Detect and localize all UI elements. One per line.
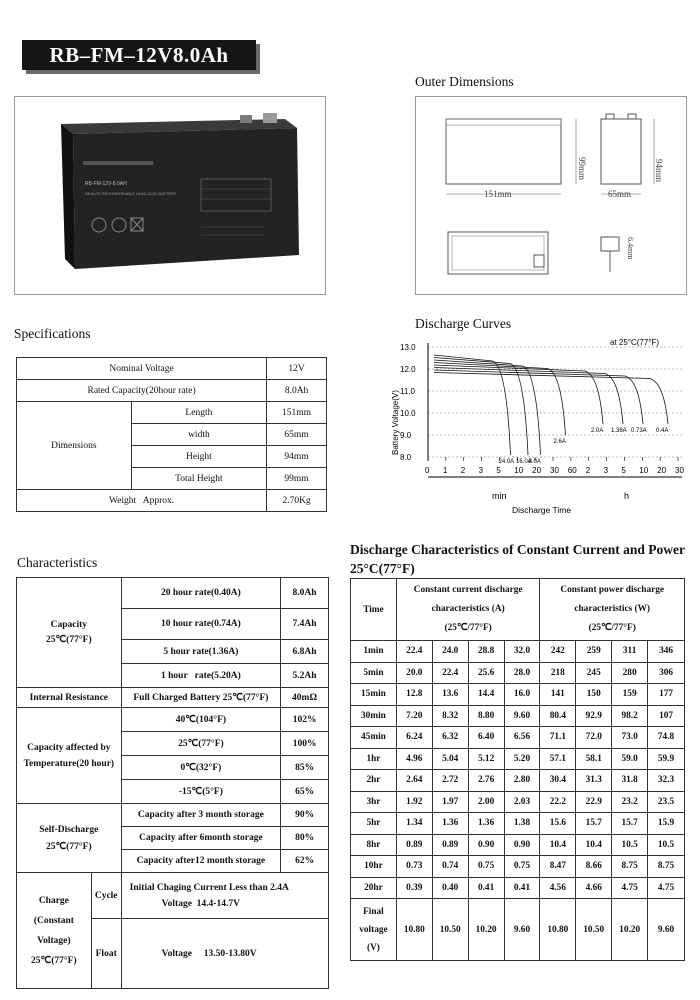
dc-table-row bbox=[351, 856, 685, 878]
dc-value-cell: 71.1 bbox=[540, 727, 576, 749]
dc-value-cell: 8.75 bbox=[648, 856, 685, 878]
capacity-value: 7.4Ah bbox=[281, 609, 329, 640]
spec-value: 12V bbox=[267, 358, 327, 380]
temperature-cond: 40℃(104°F) bbox=[121, 708, 280, 732]
dc-table-row bbox=[351, 705, 685, 727]
dim-height-label: 99mm bbox=[577, 157, 587, 181]
dc-cp-header-3: (25℃/77°F) bbox=[588, 623, 636, 633]
curve-label: 8.0A bbox=[528, 459, 541, 465]
curves-y-tick: 11.0 bbox=[400, 387, 415, 396]
dc-heading-line2: 25°C(77°F) bbox=[350, 561, 415, 576]
curves-x-tick: 20 bbox=[532, 466, 542, 475]
cycle-current: Initial Chaging Current Less than 2.4A bbox=[129, 882, 289, 893]
spec-value: 2.70Kg bbox=[267, 490, 327, 512]
dc-table-row bbox=[351, 791, 685, 813]
dc-value-cell: 6.32 bbox=[432, 727, 468, 749]
spec-label: Total Height bbox=[131, 468, 266, 490]
dc-value-cell: 10.5 bbox=[612, 834, 648, 856]
internal-resistance-condition: Full Charged Battery 25℃(77°F) bbox=[121, 688, 280, 708]
dc-value-cell: 311 bbox=[612, 641, 648, 663]
dc-time-cell: 1min bbox=[351, 641, 397, 663]
dc-value-cell: 4.96 bbox=[396, 748, 432, 770]
curves-y-tick: 8.0 bbox=[400, 453, 412, 462]
dc-value-cell: 8.75 bbox=[612, 856, 648, 878]
curves-x-tick: 3 bbox=[603, 466, 609, 475]
dc-value-cell: 31.3 bbox=[576, 770, 612, 792]
spec-value: 99mm bbox=[267, 468, 327, 490]
charge-label-4: 25℃(77°F) bbox=[31, 955, 77, 966]
dc-cc-header-1: Constant current discharge bbox=[413, 585, 523, 595]
dc-value-cell: 0.39 bbox=[396, 877, 432, 899]
spec-row bbox=[17, 402, 327, 424]
curves-y-tick: 9.0 bbox=[400, 431, 412, 440]
dc-value-cell: 2.03 bbox=[504, 791, 540, 813]
capacity-label: Capacity bbox=[50, 620, 88, 630]
curves-ylabel: Battery Voltage(V) bbox=[391, 390, 400, 455]
dc-final-label-2: voltage bbox=[359, 924, 388, 935]
dc-final-value: 10.80 bbox=[540, 899, 576, 961]
dc-cp-header-2: characteristics (W) bbox=[574, 604, 651, 614]
dc-value-cell: 1.92 bbox=[396, 791, 432, 813]
dc-value-cell: 23.2 bbox=[612, 791, 648, 813]
dc-heading-line1: Discharge Characteristics of Constant Current and Power bbox=[350, 542, 685, 557]
dc-value-cell: 15.9 bbox=[648, 813, 685, 835]
dc-value-cell: 2.00 bbox=[468, 791, 504, 813]
curve-label: 0.73A bbox=[631, 428, 647, 435]
temperature-cond: 25℃(77°F) bbox=[121, 732, 280, 756]
curves-x-tick: 0 bbox=[425, 466, 430, 475]
dim-terminal-label: 6.4mm bbox=[626, 237, 635, 260]
characteristics-heading: Characteristics bbox=[17, 555, 98, 570]
dc-value-cell: 8.66 bbox=[576, 856, 612, 878]
dc-value-cell: 2.76 bbox=[468, 770, 504, 792]
curve-label: 2.0A bbox=[591, 428, 604, 435]
dc-final-value: 10.50 bbox=[576, 899, 612, 961]
product-title: RB–FM–12V8.0Ah bbox=[22, 40, 256, 70]
dc-final-label-3: (V) bbox=[366, 942, 380, 953]
dc-value-cell: 20.0 bbox=[396, 662, 432, 684]
dc-value-cell: 177 bbox=[648, 684, 685, 706]
dc-value-cell: 22.4 bbox=[432, 662, 468, 684]
curves-x-tick: 2 bbox=[585, 466, 591, 475]
curves-x-tick: 30 bbox=[675, 466, 684, 475]
discharge-curve bbox=[434, 365, 603, 424]
dc-value-cell: 28.8 bbox=[468, 641, 504, 663]
spec-label: Rated Capacity(20hour rate) bbox=[17, 380, 267, 402]
temperature-label-2: Temperature(20 hour) bbox=[23, 758, 115, 769]
discharge-curves-chart bbox=[352, 335, 685, 515]
float-value: Voltage 13.50-13.80V bbox=[121, 919, 328, 989]
temperature-label-1: Capacity affected by bbox=[27, 742, 111, 753]
dc-value-cell: 0.90 bbox=[504, 834, 540, 856]
cycle-cell bbox=[121, 873, 328, 919]
dc-value-cell: 15.6 bbox=[540, 813, 576, 835]
outer-dimensions-heading: Outer Dimensions bbox=[415, 74, 514, 89]
dc-final-value: 10.80 bbox=[396, 899, 432, 961]
spec-value: 65mm bbox=[267, 424, 327, 446]
dc-value-cell: 28.0 bbox=[504, 662, 540, 684]
dc-value-cell: 32.3 bbox=[648, 770, 685, 792]
temperature-cond: 0℃(32°F) bbox=[121, 756, 280, 780]
dc-table-row bbox=[351, 813, 685, 835]
capacity-temp: 25℃(77°F) bbox=[46, 635, 92, 645]
dc-value-cell: 0.73 bbox=[396, 856, 432, 878]
dc-value-cell: 6.40 bbox=[468, 727, 504, 749]
discharge-curves-heading: Discharge Curves bbox=[415, 316, 512, 331]
dc-final-row bbox=[351, 899, 685, 961]
dc-value-cell: 10.4 bbox=[540, 834, 576, 856]
dc-value-cell: 24.0 bbox=[432, 641, 468, 663]
dc-value-cell: 15.7 bbox=[612, 813, 648, 835]
cycle-label: Cycle bbox=[91, 873, 121, 919]
dc-value-cell: 0.41 bbox=[468, 877, 504, 899]
dc-value-cell: 59.9 bbox=[648, 748, 685, 770]
dc-final-label-1: Final bbox=[363, 906, 384, 917]
dc-value-cell: 14.4 bbox=[468, 684, 504, 706]
dc-time-cell: 15min bbox=[351, 684, 397, 706]
battery-label-model: RB-FM-12V-8.0AH bbox=[85, 181, 127, 187]
dc-value-cell: 1.36 bbox=[432, 813, 468, 835]
dc-value-cell: 8.47 bbox=[540, 856, 576, 878]
spec-label: width bbox=[131, 424, 266, 446]
dc-value-cell: 13.6 bbox=[432, 684, 468, 706]
capacity-rate: 10 hour rate(0.74A) bbox=[121, 609, 280, 640]
spec-label: Length bbox=[131, 402, 266, 424]
capacity-rate: 20 hour rate(0.40A) bbox=[121, 578, 280, 609]
dc-value-cell: 6.24 bbox=[396, 727, 432, 749]
dc-value-cell: 1.97 bbox=[432, 791, 468, 813]
dc-final-value: 9.60 bbox=[504, 899, 540, 961]
char-row bbox=[17, 708, 329, 732]
curves-x-tick: 5 bbox=[621, 466, 626, 475]
dc-value-cell: 8.32 bbox=[432, 705, 468, 727]
dim-length-label: 151mm bbox=[484, 189, 512, 199]
temperature-value: 85% bbox=[281, 756, 329, 780]
dc-value-cell: 0.74 bbox=[432, 856, 468, 878]
dim-width-label: 65mm bbox=[608, 189, 632, 199]
self-discharge-label: Self-Discharge bbox=[39, 824, 99, 835]
dc-value-cell: 23.5 bbox=[648, 791, 685, 813]
dc-value-cell: 245 bbox=[576, 662, 612, 684]
dc-value-cell: 2.64 bbox=[396, 770, 432, 792]
curve-label: 24.0A bbox=[498, 459, 515, 465]
curve-label: 1.36A bbox=[611, 428, 627, 435]
battery-image bbox=[15, 97, 325, 294]
dc-value-cell: 0.41 bbox=[504, 877, 540, 899]
spec-label: Weight Approx. bbox=[17, 490, 267, 512]
dimensions-label: Dimensions bbox=[17, 402, 132, 490]
cycle-voltage: Voltage 14.4-14.7V bbox=[161, 898, 240, 909]
capacity-value: 5.2Ah bbox=[281, 664, 329, 688]
dc-cp-header-1: Constant power discharge bbox=[560, 585, 665, 595]
dc-value-cell: 306 bbox=[648, 662, 685, 684]
curves-x-tick: 5 bbox=[496, 466, 501, 475]
temperature-value: 100% bbox=[281, 732, 329, 756]
dc-value-cell: 10.5 bbox=[648, 834, 685, 856]
dc-value-cell: 4.75 bbox=[612, 877, 648, 899]
self-discharge-value: 80% bbox=[281, 827, 329, 850]
dc-value-cell: 12.8 bbox=[396, 684, 432, 706]
curves-y-tick: 10.0 bbox=[400, 409, 416, 418]
dc-value-cell: 6.56 bbox=[504, 727, 540, 749]
dc-cp-header bbox=[540, 579, 685, 641]
dc-value-cell: 107 bbox=[648, 705, 685, 727]
dc-header-row bbox=[351, 579, 685, 641]
dc-time-cell: 1hr bbox=[351, 748, 397, 770]
dc-cc-header-3: (25℃/77°F) bbox=[444, 623, 492, 633]
discharge-curve bbox=[434, 368, 623, 425]
discharge-curve bbox=[434, 373, 668, 425]
dc-value-cell: 7.20 bbox=[396, 705, 432, 727]
internal-resistance-label: Internal Resistance bbox=[17, 688, 122, 708]
dc-value-cell: 0.75 bbox=[504, 856, 540, 878]
dc-value-cell: 57.1 bbox=[540, 748, 576, 770]
char-row bbox=[17, 873, 329, 919]
dc-value-cell: 346 bbox=[648, 641, 685, 663]
dc-value-cell: 98.2 bbox=[612, 705, 648, 727]
dc-value-cell: 16.0 bbox=[504, 684, 540, 706]
dc-table-row bbox=[351, 727, 685, 749]
dc-value-cell: 32.0 bbox=[504, 641, 540, 663]
curves-x-tick: 10 bbox=[639, 466, 649, 475]
curves-condition: at 25°C(77°F) bbox=[610, 338, 660, 347]
dc-value-cell: 280 bbox=[612, 662, 648, 684]
spec-value: 151mm bbox=[267, 402, 327, 424]
self-discharge-value: 62% bbox=[281, 850, 329, 873]
dc-value-cell: 22.2 bbox=[540, 791, 576, 813]
char-row bbox=[17, 688, 329, 708]
curves-x-tick: 60 bbox=[567, 466, 577, 475]
self-discharge-temp: 25℃(77°F) bbox=[46, 841, 92, 852]
discharge-curves-svg bbox=[352, 335, 685, 515]
dc-table-row bbox=[351, 877, 685, 899]
dc-cc-header-2: characteristics (A) bbox=[431, 604, 505, 614]
dc-value-cell: 80.4 bbox=[540, 705, 576, 727]
spec-row bbox=[17, 380, 327, 402]
spec-label: Nominal Voltage bbox=[17, 358, 267, 380]
temperature-value: 102% bbox=[281, 708, 329, 732]
dc-table-body bbox=[351, 641, 685, 899]
dc-value-cell: 15.7 bbox=[576, 813, 612, 835]
capacity-value: 8.0Ah bbox=[281, 578, 329, 609]
dc-value-cell: 22.4 bbox=[396, 641, 432, 663]
curves-x-tick: 2 bbox=[460, 466, 466, 475]
dc-table-row bbox=[351, 684, 685, 706]
curves-min-label: min bbox=[492, 491, 507, 501]
capacity-value: 6.8Ah bbox=[281, 640, 329, 664]
dc-value-cell: 1.34 bbox=[396, 813, 432, 835]
dc-time-cell: 8hr bbox=[351, 834, 397, 856]
dc-time-cell: 3hr bbox=[351, 791, 397, 813]
dc-final-label bbox=[351, 899, 397, 961]
self-discharge-value: 90% bbox=[281, 804, 329, 827]
self-discharge-label-cell bbox=[17, 804, 122, 873]
discharge-characteristics-heading bbox=[350, 540, 695, 578]
spec-row bbox=[17, 490, 327, 512]
charge-label-2: (Constant bbox=[33, 915, 74, 926]
self-discharge-cond: Capacity after12 month storage bbox=[121, 850, 280, 873]
dc-value-cell: 58.1 bbox=[576, 748, 612, 770]
dc-final-value: 10.20 bbox=[468, 899, 504, 961]
dc-value-cell: 159 bbox=[612, 684, 648, 706]
self-discharge-cond: Capacity after 3 month storage bbox=[121, 804, 280, 827]
dc-value-cell: 4.56 bbox=[540, 877, 576, 899]
dc-value-cell: 242 bbox=[540, 641, 576, 663]
dc-value-cell: 4.75 bbox=[648, 877, 685, 899]
battery-label-type: SEALED RECHARGEABLE LEAD-ACID BATTERY bbox=[85, 191, 177, 196]
dc-time-header: Time bbox=[351, 579, 397, 641]
dc-value-cell: 0.40 bbox=[432, 877, 468, 899]
dc-value-cell: 59.0 bbox=[612, 748, 648, 770]
dc-table-row bbox=[351, 770, 685, 792]
dc-value-cell: 4.66 bbox=[576, 877, 612, 899]
dc-value-cell: 74.8 bbox=[648, 727, 685, 749]
dc-cc-header bbox=[396, 579, 540, 641]
dc-time-cell: 20hr bbox=[351, 877, 397, 899]
dc-value-cell: 2.80 bbox=[504, 770, 540, 792]
dc-table-row bbox=[351, 834, 685, 856]
spec-row bbox=[17, 358, 327, 380]
dc-value-cell: 141 bbox=[540, 684, 576, 706]
dc-value-cell: 1.36 bbox=[468, 813, 504, 835]
dc-value-cell: 150 bbox=[576, 684, 612, 706]
charge-label-1: Charge bbox=[38, 895, 69, 906]
curve-label: 0.4A bbox=[656, 428, 669, 435]
discharge-characteristics-table bbox=[350, 578, 685, 961]
self-discharge-cond: Capacity after 6month storage bbox=[121, 827, 280, 850]
dc-value-cell: 5.04 bbox=[432, 748, 468, 770]
specifications-table bbox=[16, 357, 327, 512]
dc-final-value: 9.60 bbox=[648, 899, 685, 961]
dc-value-cell: 0.90 bbox=[468, 834, 504, 856]
curves-x-tick: 1 bbox=[442, 466, 448, 475]
charge-label-3: Voltage) bbox=[37, 935, 71, 946]
battery-photo bbox=[14, 96, 326, 295]
charge-label-cell bbox=[17, 873, 92, 989]
temperature-label-cell bbox=[17, 708, 122, 804]
dc-value-cell: 2.72 bbox=[432, 770, 468, 792]
dc-time-cell: 30min bbox=[351, 705, 397, 727]
curves-x-tick: 30 bbox=[550, 466, 559, 475]
spec-value: 94mm bbox=[267, 446, 327, 468]
dc-value-cell: 9.60 bbox=[504, 705, 540, 727]
float-label: Float bbox=[91, 919, 121, 989]
internal-resistance-value: 40mΩ bbox=[281, 688, 329, 708]
dc-value-cell: 25.6 bbox=[468, 662, 504, 684]
curves-x-tick: 3 bbox=[478, 466, 484, 475]
dc-table-row bbox=[351, 662, 685, 684]
curves-x-tick: 20 bbox=[657, 466, 667, 475]
temperature-cond: -15℃(5°F) bbox=[121, 780, 280, 804]
dim-total-height-label: 94mm bbox=[654, 159, 664, 183]
curve-label: 2.6A bbox=[553, 439, 566, 446]
dc-value-cell: 10.4 bbox=[576, 834, 612, 856]
char-row bbox=[17, 804, 329, 827]
curves-xlabel: Discharge Time bbox=[512, 505, 572, 515]
dc-time-cell: 5min bbox=[351, 662, 397, 684]
dc-value-cell: 259 bbox=[576, 641, 612, 663]
dc-value-cell: 0.89 bbox=[432, 834, 468, 856]
dc-value-cell: 31.8 bbox=[612, 770, 648, 792]
capacity-rate: 5 hour rate(1.36A) bbox=[121, 640, 280, 664]
dc-value-cell: 22.9 bbox=[576, 791, 612, 813]
spec-label: Height bbox=[131, 446, 266, 468]
dc-time-cell: 45min bbox=[351, 727, 397, 749]
dc-time-cell: 10hr bbox=[351, 856, 397, 878]
dc-value-cell: 92.9 bbox=[576, 705, 612, 727]
dc-value-cell: 30.4 bbox=[540, 770, 576, 792]
dc-value-cell: 5.20 bbox=[504, 748, 540, 770]
dc-value-cell: 73.0 bbox=[612, 727, 648, 749]
curves-h-label: h bbox=[624, 491, 630, 501]
dc-time-cell: 2hr bbox=[351, 770, 397, 792]
outer-dimensions-drawing bbox=[415, 96, 687, 295]
dc-final-value: 10.20 bbox=[612, 899, 648, 961]
curves-y-tick: 12.0 bbox=[400, 365, 416, 374]
curves-y-tick: 13.0 bbox=[400, 343, 416, 352]
dc-table-row bbox=[351, 748, 685, 770]
temperature-value: 65% bbox=[281, 780, 329, 804]
dc-value-cell: 0.89 bbox=[396, 834, 432, 856]
dc-value-cell: 5.12 bbox=[468, 748, 504, 770]
dc-value-cell: 72.0 bbox=[576, 727, 612, 749]
capacity-rate: 1 hour rate(5.20A) bbox=[121, 664, 280, 688]
spec-value: 8.0Ah bbox=[267, 380, 327, 402]
dc-value-cell: 0.75 bbox=[468, 856, 504, 878]
char-row bbox=[17, 578, 329, 609]
specifications-heading: Specifications bbox=[14, 326, 91, 341]
dc-value-cell: 218 bbox=[540, 662, 576, 684]
curve-label: 16.0A bbox=[516, 459, 532, 465]
dc-value-cell: 8.80 bbox=[468, 705, 504, 727]
capacity-label-cell bbox=[17, 578, 122, 688]
dc-value-cell: 1.38 bbox=[504, 813, 540, 835]
curves-x-tick: 10 bbox=[514, 466, 524, 475]
dc-table-row bbox=[351, 641, 685, 663]
dc-final-value: 10.50 bbox=[432, 899, 468, 961]
dc-time-cell: 5hr bbox=[351, 813, 397, 835]
characteristics-table bbox=[16, 577, 329, 989]
